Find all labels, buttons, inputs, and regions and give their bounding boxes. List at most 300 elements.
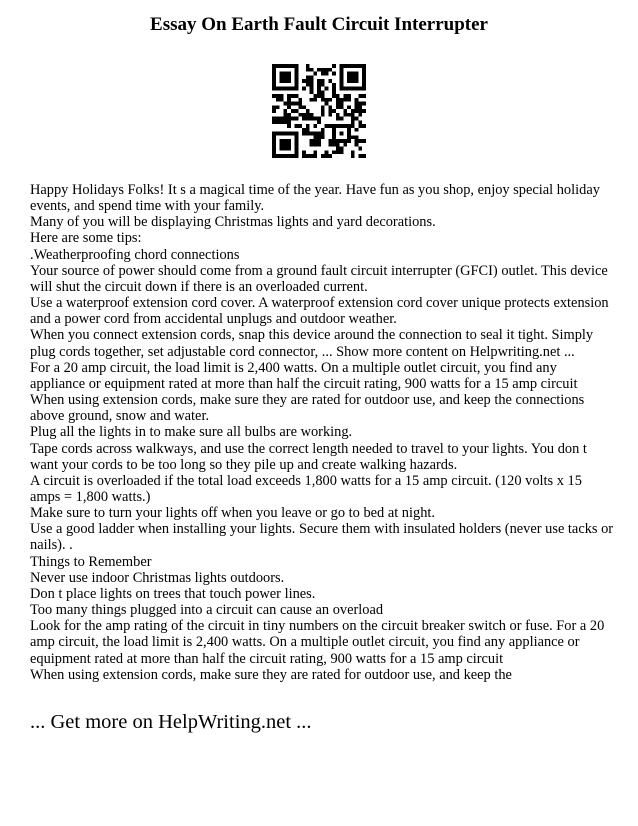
qr-module: [283, 113, 287, 117]
qr-module: [362, 102, 366, 106]
qr-module: [362, 68, 366, 72]
qr-module: [280, 87, 284, 91]
qr-module: [340, 72, 344, 76]
qr-module: [351, 124, 355, 128]
qr-module: [340, 68, 344, 72]
paragraph: Happy Holidays Folks! It s a magical time of the year. Have fun as you shop, enjoy special holiday events, and spend time with your family.: [30, 182, 600, 215]
qr-module: [280, 120, 284, 124]
qr-module: [310, 83, 314, 87]
qr-module: [343, 109, 347, 113]
qr-module: [283, 64, 287, 68]
qr-module: [328, 68, 332, 72]
qr-module: [347, 105, 351, 109]
qr-module: [321, 94, 325, 98]
qr-module: [295, 135, 299, 139]
qr-module: [347, 128, 351, 132]
qr-module: [306, 109, 310, 113]
qr-module: [355, 75, 359, 79]
qr-module: [313, 150, 317, 154]
qr-module: [321, 154, 325, 158]
qr-module: [321, 72, 325, 76]
qr-module: [298, 105, 302, 109]
paragraph: Your source of power should come from a ground fault circuit interrupter (GFCI) outlet. This device will shut the circuit down if there is an overloaded current.: [30, 262, 608, 295]
qr-module: [306, 68, 310, 72]
paragraph: A circuit is overloaded if the total load exceeds 1,800 watts for a 15 amp circuit. (120 volts x 15 amps = 1,800 watts.): [30, 472, 582, 505]
qr-module: [321, 68, 325, 72]
qr-module: [283, 79, 287, 83]
qr-module: [358, 105, 362, 109]
qr-module: [287, 94, 291, 98]
qr-module: [351, 109, 355, 113]
paragraph: Many of you will be displaying Christmas lights and yard decorations.: [30, 214, 436, 231]
qr-module: [291, 117, 295, 121]
qr-module: [302, 105, 306, 109]
qr-module: [343, 143, 347, 147]
qr-module: [283, 132, 287, 136]
qr-module: [291, 87, 295, 91]
qr-module: [310, 143, 314, 147]
qr-module: [280, 154, 284, 158]
qr-module: [340, 132, 344, 136]
qr-module: [347, 135, 351, 139]
qr-module: [351, 154, 355, 158]
qr-module: [332, 87, 336, 91]
qr-module: [272, 64, 276, 68]
qr-module: [272, 87, 276, 91]
qr-module: [355, 105, 359, 109]
qr-module: [287, 102, 291, 106]
qr-module: [283, 72, 287, 76]
qr-module: [362, 87, 366, 91]
qr-module: [358, 113, 362, 117]
qr-module: [272, 75, 276, 79]
qr-module: [276, 132, 280, 136]
qr-module: [336, 105, 340, 109]
qr-module: [306, 154, 310, 158]
qr-module: [272, 105, 276, 109]
qr-module: [328, 79, 332, 83]
qr-module: [328, 143, 332, 147]
qr-module: [336, 124, 340, 128]
qr-module: [325, 68, 329, 72]
qr-module: [347, 139, 351, 143]
qr-module: [306, 83, 310, 87]
qr-module: [313, 139, 317, 143]
qr-module: [321, 105, 325, 109]
qr-module: [343, 139, 347, 143]
qr-module: [332, 139, 336, 143]
qr-module: [313, 98, 317, 102]
qr-module: [313, 135, 317, 139]
qr-module: [362, 72, 366, 76]
qr-module: [287, 139, 291, 143]
qr-module: [351, 135, 355, 139]
qr-module: [272, 154, 276, 158]
qr-module: [310, 132, 314, 136]
qr-module: [351, 75, 355, 79]
qr-module: [347, 87, 351, 91]
qr-code-icon: [272, 64, 366, 158]
qr-module: [272, 147, 276, 151]
paragraph: Too many things plugged into a circuit can cause an overload: [30, 602, 384, 619]
qr-module: [302, 117, 306, 121]
page-title: Essay On Earth Fault Circuit Interrupter: [150, 14, 488, 35]
qr-module: [358, 94, 362, 98]
qr-module: [332, 128, 336, 132]
qr-module: [280, 72, 284, 76]
qr-module: [358, 147, 362, 151]
qr-module: [306, 113, 310, 117]
qr-module: [358, 154, 362, 158]
qr-module: [325, 150, 329, 154]
qr-module: [351, 120, 355, 124]
qr-module: [295, 102, 299, 106]
paragraph: Here are some tips:: [30, 230, 142, 247]
qr-module: [317, 139, 321, 143]
qr-module: [306, 128, 310, 132]
qr-module: [347, 75, 351, 79]
qr-module: [272, 72, 276, 76]
essay-body: [30, 182, 614, 683]
paragraph: Use a good ladder when installing your lights. Secure them with insulated holders (never use tacks or nails). .: [30, 521, 614, 554]
qr-module: [347, 64, 351, 68]
qr-module: [340, 83, 344, 87]
qr-module: [340, 64, 344, 68]
qr-module: [355, 128, 359, 132]
qr-module: [280, 94, 284, 98]
qr-module: [306, 132, 310, 136]
qr-module: [283, 75, 287, 79]
qr-module: [310, 68, 314, 72]
qr-module: [283, 87, 287, 91]
qr-module: [351, 72, 355, 76]
qr-module: [313, 94, 317, 98]
qr-module: [313, 132, 317, 136]
qr-module: [325, 154, 329, 158]
qr-module: [325, 124, 329, 128]
qr-module: [276, 94, 280, 98]
qr-module: [358, 109, 362, 113]
qr-module: [287, 64, 291, 68]
qr-module: [328, 113, 332, 117]
qr-module: [351, 150, 355, 154]
qr-module: [343, 124, 347, 128]
qr-module: [276, 64, 280, 68]
qr-module: [287, 75, 291, 79]
qr-module: [336, 139, 340, 143]
paragraph: Don t place lights on trees that touch power lines.: [30, 585, 316, 602]
qr-module: [317, 94, 321, 98]
qr-module: [332, 90, 336, 94]
qr-module: [343, 64, 347, 68]
qr-module: [332, 109, 336, 113]
qr-module: [347, 124, 351, 128]
qr-module: [317, 68, 321, 72]
paragraph: When using extension cords, make sure they are rated for outdoor use, and keep the connections above ground, snow and water.: [30, 392, 585, 425]
qr-module: [310, 154, 314, 158]
qr-module: [317, 120, 321, 124]
qr-module: [272, 120, 276, 124]
qr-module: [280, 64, 284, 68]
qr-module: [336, 98, 340, 102]
qr-module: [291, 154, 295, 158]
qr-module: [280, 117, 284, 121]
qr-module: [287, 132, 291, 136]
qr-module: [321, 98, 325, 102]
qr-module: [317, 143, 321, 147]
qr-module: [343, 113, 347, 117]
qr-module: [287, 79, 291, 83]
qr-module: [321, 113, 325, 117]
qr-module: [298, 102, 302, 106]
qr-module: [325, 87, 329, 91]
qr-module: [306, 117, 310, 121]
paragraph: When using extension cords, make sure they are rated for outdoor use, and keep the: [30, 666, 512, 683]
qr-module: [340, 79, 344, 83]
qr-module: [276, 120, 280, 124]
qr-module: [317, 79, 321, 83]
paragraph: When you connect extension cords, snap this device around the connection to seal it tight. Simply plug cords together, set adjustable cord connector, ... Show more content on Helpwriting.net ...: [30, 327, 594, 360]
qr-module: [355, 102, 359, 106]
qr-module: [347, 98, 351, 102]
qr-module: [362, 154, 366, 158]
qr-module: [283, 120, 287, 124]
qr-module: [358, 87, 362, 91]
qr-module: [340, 139, 344, 143]
qr-module: [287, 87, 291, 91]
qr-module: [332, 132, 336, 136]
qr-module: [280, 132, 284, 136]
qr-module: [355, 79, 359, 83]
qr-module: [283, 102, 287, 106]
qr-module: [355, 143, 359, 147]
qr-module: [362, 75, 366, 79]
paragraph: Plug all the lights in to make sure all bulbs are working.: [30, 424, 353, 441]
qr-module: [355, 64, 359, 68]
qr-module: [302, 132, 306, 136]
qr-module: [362, 109, 366, 113]
qr-module: [302, 113, 306, 117]
qr-module: [355, 72, 359, 76]
qr-module: [276, 154, 280, 158]
paragraph: Things to Remember: [30, 553, 152, 570]
qr-module: [355, 117, 359, 121]
qr-module: [340, 98, 344, 102]
qr-module: [332, 64, 336, 68]
qr-module: [283, 143, 287, 147]
qr-module: [295, 75, 299, 79]
qr-module: [340, 150, 344, 154]
qr-module: [287, 117, 291, 121]
qr-module: [310, 75, 314, 79]
qr-module: [298, 98, 302, 102]
qr-module: [291, 132, 295, 136]
qr-module: [362, 64, 366, 68]
qr-module: [347, 72, 351, 76]
qr-module: [306, 79, 310, 83]
paragraph: Tape cords across walkways, and use the correct length needed to travel to your lights. You don t want your cords to be too long so they pile up and create walking hazards.: [30, 440, 587, 473]
qr-module: [351, 87, 355, 91]
qr-module: [276, 117, 280, 121]
qr-module: [355, 87, 359, 91]
qr-module: [287, 72, 291, 76]
qr-module: [295, 124, 299, 128]
qr-module: [321, 132, 325, 136]
qr-module: [317, 117, 321, 121]
qr-module: [313, 143, 317, 147]
qr-module: [272, 132, 276, 136]
qr-module: [302, 150, 306, 154]
qr-module: [332, 83, 336, 87]
qr-module: [358, 124, 362, 128]
qr-module: [283, 154, 287, 158]
qr-module: [310, 98, 314, 102]
qr-module: [295, 139, 299, 143]
qr-module: [328, 105, 332, 109]
qr-module: [310, 113, 314, 117]
qr-module: [358, 139, 362, 143]
paragraph: For a 20 amp circuit, the load limit is 2,400 watts. On a multiple outlet circuit, you find any appliance or equipment rated at more than half the circuit rating, 900 watts for a 15 amp circuit: [30, 359, 578, 392]
qr-module: [287, 143, 291, 147]
qr-module: [336, 147, 340, 151]
qr-module: [317, 83, 321, 87]
qr-module: [332, 72, 336, 76]
qr-module: [280, 139, 284, 143]
qr-module: [317, 90, 321, 94]
qr-module: [295, 117, 299, 121]
paragraph: Use a waterproof extension cord cover. A waterproof extension cord cover unique protects extension and a power cord from accidental unplugs and outdoor weather.: [30, 295, 609, 328]
qr-module: [272, 83, 276, 87]
qr-module: [358, 102, 362, 106]
qr-module: [272, 117, 276, 121]
qr-module: [332, 124, 336, 128]
qr-module: [340, 147, 344, 151]
qr-module: [295, 68, 299, 72]
qr-module: [283, 117, 287, 121]
qr-module: [313, 117, 317, 121]
qr-module: [272, 143, 276, 147]
qr-module: [272, 79, 276, 83]
qr-module: [347, 79, 351, 83]
qr-module: [295, 154, 299, 158]
qr-module: [276, 98, 280, 102]
qr-module: [328, 124, 332, 128]
qr-module: [340, 117, 344, 121]
qr-module: [287, 154, 291, 158]
qr-module: [321, 128, 325, 132]
qr-module: [283, 109, 287, 113]
qr-module: [302, 154, 306, 158]
qr-module: [351, 117, 355, 121]
qr-module: [332, 150, 336, 154]
qr-module: [295, 132, 299, 136]
qr-module: [336, 150, 340, 154]
qr-module: [287, 147, 291, 151]
qr-module: [362, 79, 366, 83]
qr-module: [362, 124, 366, 128]
qr-module: [295, 147, 299, 151]
qr-module: [321, 109, 325, 113]
qr-module: [306, 64, 310, 68]
qr-module: [343, 98, 347, 102]
qr-module: [336, 113, 340, 117]
qr-module: [340, 75, 344, 79]
qr-module: [347, 132, 351, 136]
qr-module: [332, 135, 336, 139]
qr-module: [325, 102, 329, 106]
qr-module: [272, 139, 276, 143]
qr-module: [317, 87, 321, 91]
qr-module: [336, 143, 340, 147]
qr-module: [355, 135, 359, 139]
qr-module: [295, 79, 299, 83]
qr-module: [298, 113, 302, 117]
qr-module: [362, 94, 366, 98]
qr-module: [351, 79, 355, 83]
qr-module: [328, 98, 332, 102]
qr-module: [295, 72, 299, 76]
qr-module: [355, 139, 359, 143]
qr-module: [332, 143, 336, 147]
qr-module: [295, 143, 299, 147]
qr-module: [295, 109, 299, 113]
qr-module: [295, 150, 299, 154]
qr-module: [283, 139, 287, 143]
paragraph: Never use indoor Christmas lights outdoors.: [30, 569, 285, 586]
qr-module: [343, 87, 347, 91]
qr-module: [332, 94, 336, 98]
qr-module: [325, 72, 329, 76]
qr-module: [306, 75, 310, 79]
qr-module: [321, 135, 325, 139]
qr-module: [283, 147, 287, 151]
qr-module: [321, 90, 325, 94]
qr-module: [317, 132, 321, 136]
get-more-link[interactable]: ... Get more on HelpWriting.net ...: [30, 711, 312, 733]
qr-module: [325, 98, 329, 102]
qr-module: [343, 94, 347, 98]
qr-module: [295, 83, 299, 87]
qr-module: [340, 105, 344, 109]
qr-module: [287, 124, 291, 128]
qr-module: [302, 87, 306, 91]
qr-module: [302, 79, 306, 83]
qr-module: [310, 87, 314, 91]
qr-module: [336, 94, 340, 98]
qr-module: [317, 135, 321, 139]
qr-module: [351, 64, 355, 68]
qr-module: [340, 102, 344, 106]
qr-module: [295, 94, 299, 98]
qr-module: [351, 113, 355, 117]
qr-module: [313, 154, 317, 158]
qr-module: [276, 87, 280, 91]
qr-module: [295, 64, 299, 68]
qr-module: [280, 79, 284, 83]
qr-module: [306, 124, 310, 128]
qr-module: [340, 124, 344, 128]
qr-module: [280, 75, 284, 79]
qr-module: [310, 139, 314, 143]
qr-module: [336, 117, 340, 121]
qr-module: [276, 105, 280, 109]
qr-module: [355, 98, 359, 102]
qr-module: [287, 98, 291, 102]
qr-module: [321, 83, 325, 87]
qr-module: [302, 128, 306, 132]
qr-module: [321, 79, 325, 83]
qr-module: [362, 83, 366, 87]
